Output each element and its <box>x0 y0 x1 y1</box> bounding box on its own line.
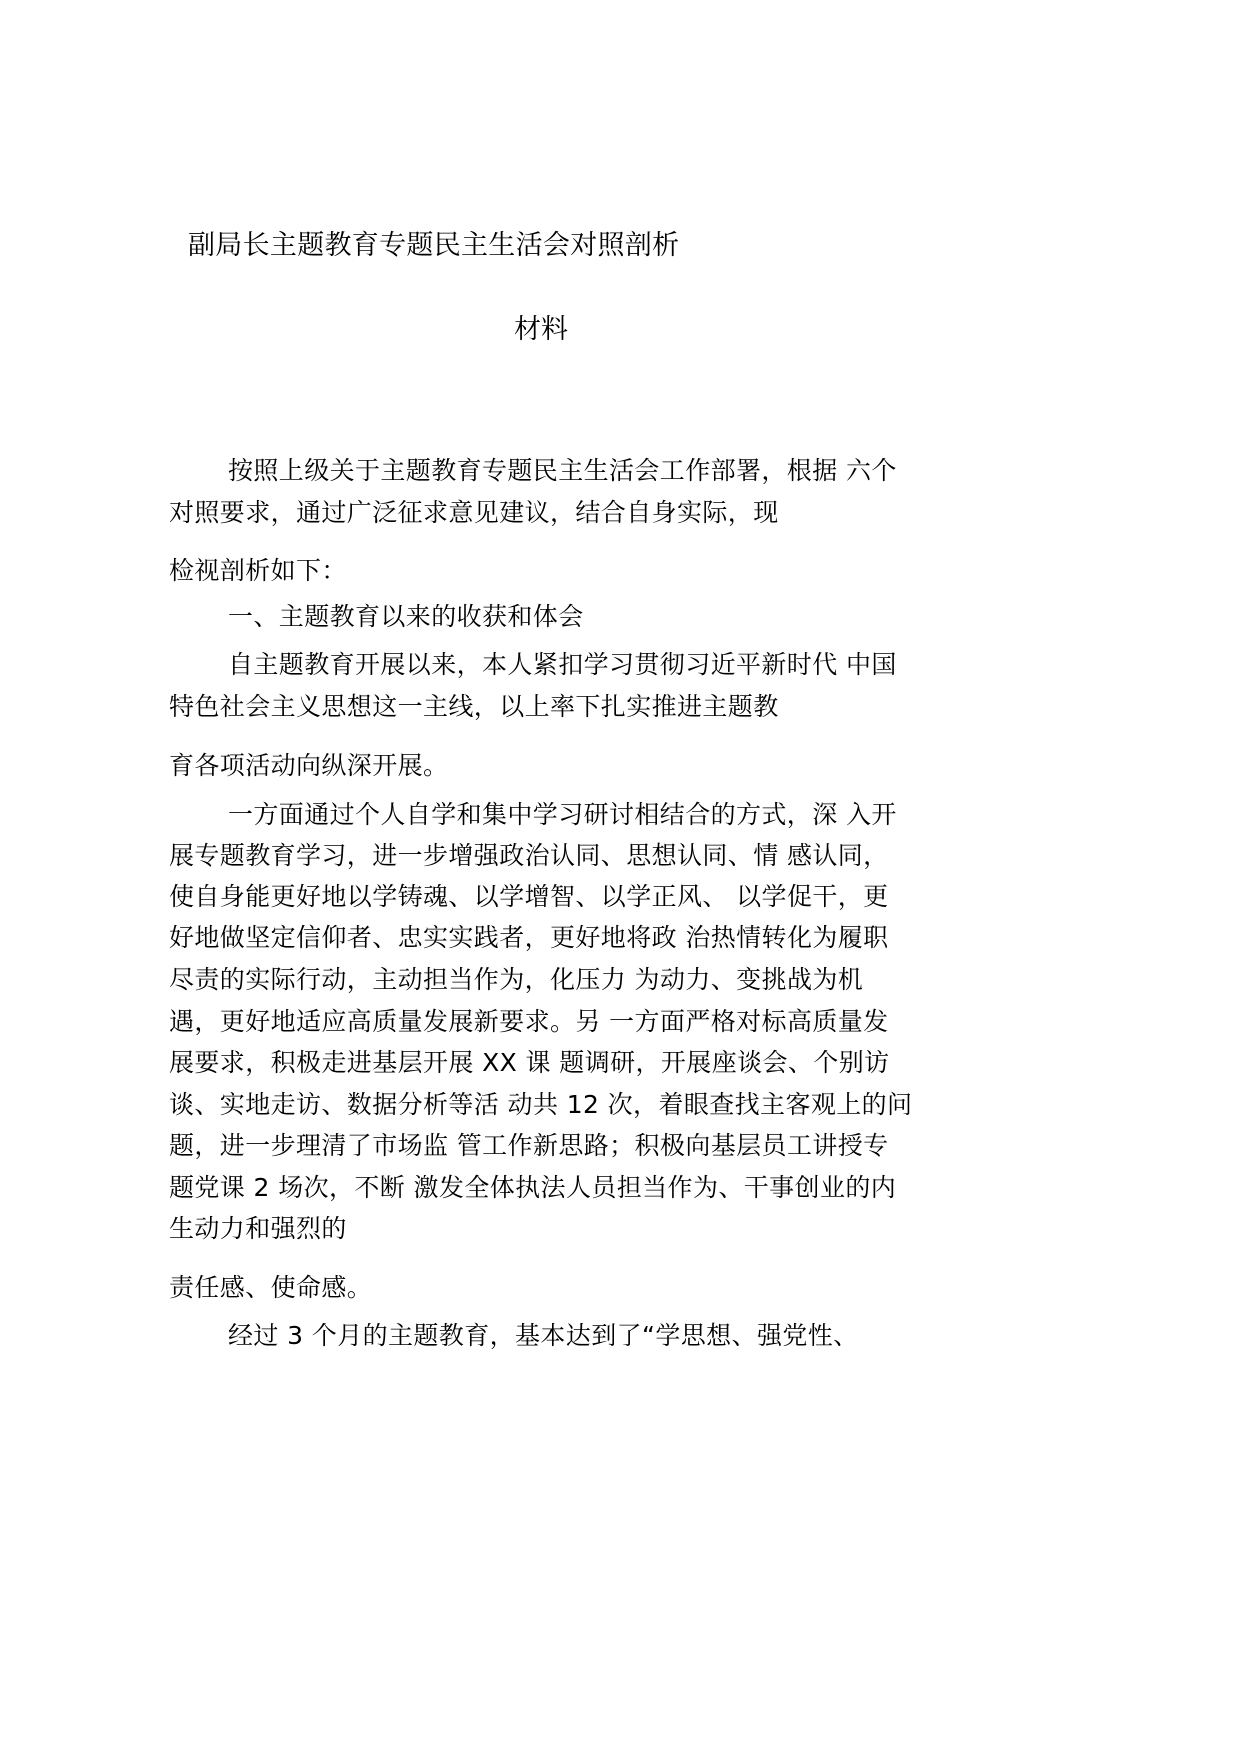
paragraph-line: 尽责的实际行动，主动担当作为，化压力 为动力、变挑战为机 <box>169 965 864 994</box>
paragraph-line: 自主题教育开展以来，本人紧扣学习贯彻习近平新时代 中国 <box>228 650 897 679</box>
paragraph-line: 遇，更好地适应高质量发展新要求。另 一方面严格对标高质量发 <box>169 1007 889 1036</box>
paragraph-line: 生动力和强烈的 <box>169 1214 347 1243</box>
paragraph-line: 好地做坚定信仰者、忠实实践者，更好地将政 治热情转化为履职 <box>169 923 889 952</box>
paragraph-line: 检视剖析如下： <box>169 556 347 585</box>
paragraph-line: 特色社会主义思想这一主线，以上率下扎实推进主题教 <box>169 692 779 721</box>
paragraph-line: 经过 3 个月的主题教育，基本达到了“学思想、强党性、 <box>228 1321 859 1350</box>
section-heading: 一、主题教育以来的收获和体会 <box>228 602 584 631</box>
paragraph-line: 展要求，积极走进基层开展 XX 课 题调研，开展座谈会、个别访 <box>169 1048 890 1077</box>
paragraph-line: 展专题教育学习，进一步增强政治认同、思想认同、情 感认同， <box>169 841 889 870</box>
paragraph-line: 题党课 2 场次，不断 激发全体执法人员担当作为、干事创业的内 <box>169 1173 897 1202</box>
paragraph-line: 一方面通过个人自学和集中学习研讨相结合的方式，深 入开 <box>228 800 897 829</box>
paragraph-line: 谈、实地走访、数据分析等活 动共 12 次，着眼查找主客观上的问 <box>169 1090 913 1119</box>
paragraph-line: 育各项活动向纵深开展。 <box>169 751 449 780</box>
paragraph-line: 题，进一步理清了市场监 管工作新思路；积极向基层员工讲授专 <box>169 1131 889 1160</box>
paragraph-line: 对照要求，通过广泛征求意见建议，结合自身实际，现 <box>169 498 779 527</box>
document-title-line-2: 材料 <box>514 314 568 345</box>
paragraph-line: 使自身能更好地以学铸魂、以学增智、以学正风、 以学促干，更 <box>169 882 889 911</box>
document-title-line-1: 副局长主题教育专题民主生活会对照剖析 <box>188 230 680 261</box>
paragraph-line: 责任感、使命感。 <box>169 1273 373 1302</box>
paragraph-line: 按照上级关于主题教育专题民主生活会工作部署，根据 六个 <box>228 456 897 485</box>
